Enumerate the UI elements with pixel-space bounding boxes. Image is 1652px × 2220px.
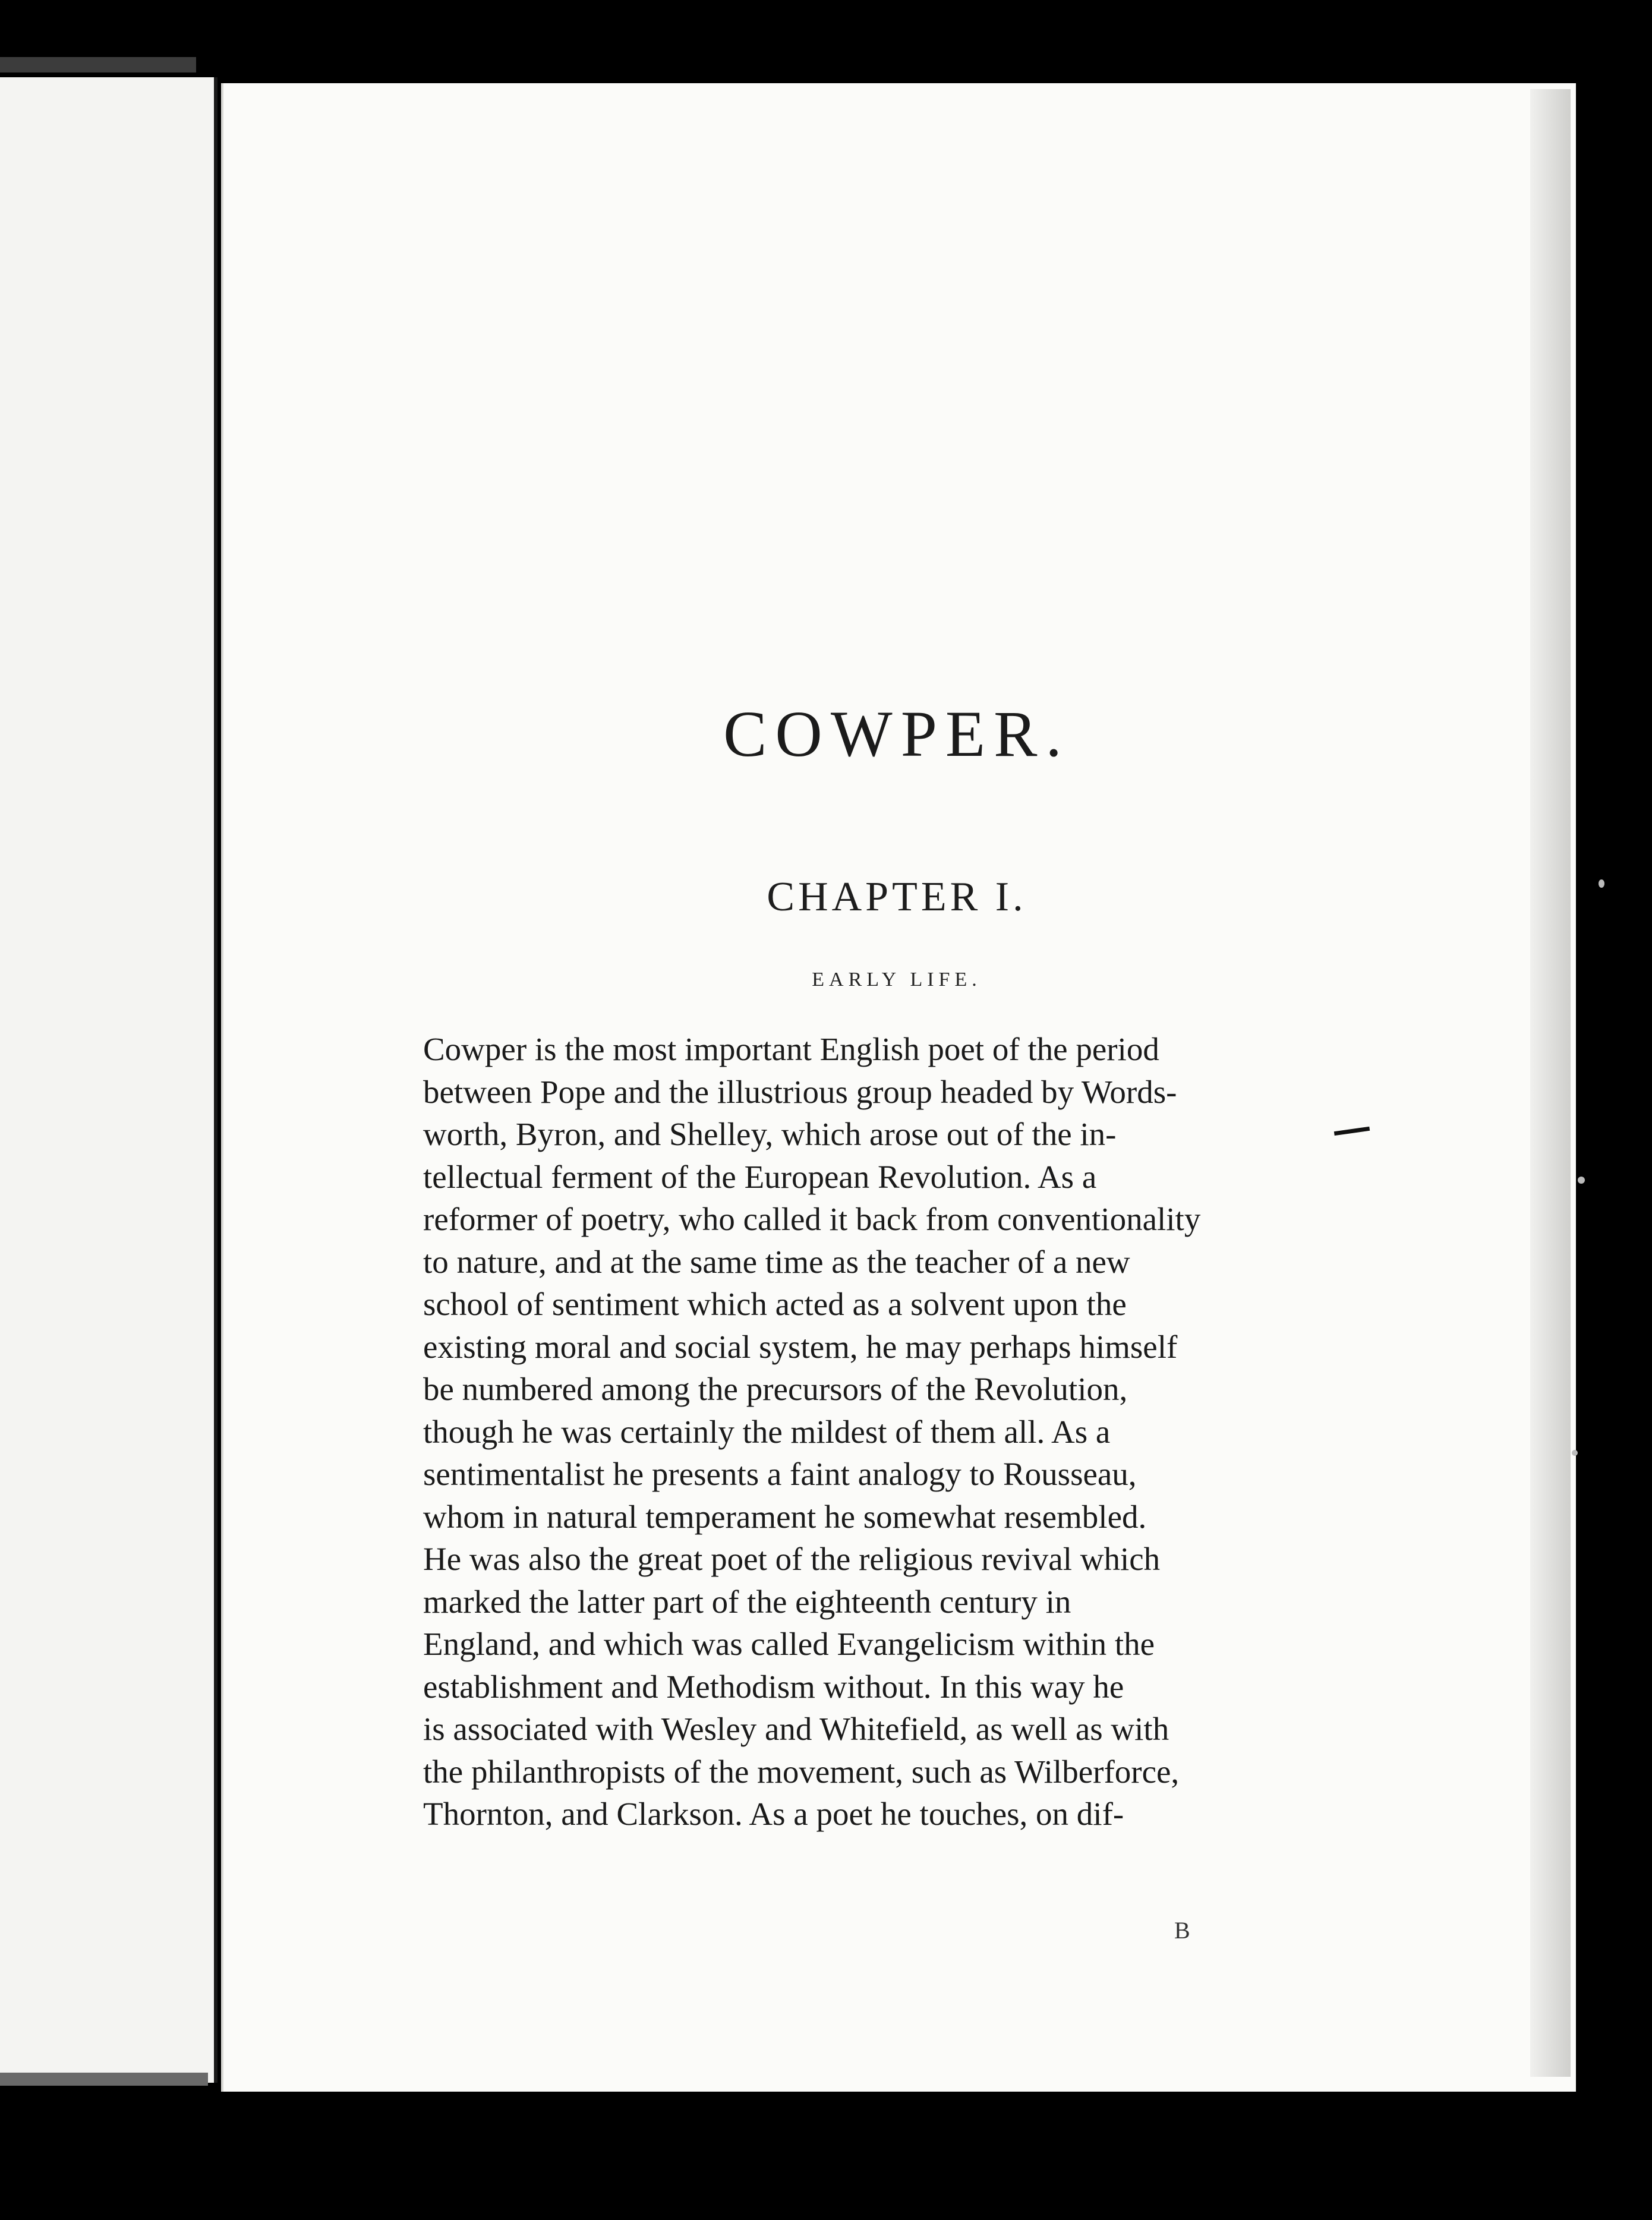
scan-speck: [1599, 879, 1604, 888]
body-line: Thornton, and Clarkson. As a poet he touches, on dif-: [423, 1796, 1124, 1832]
body-line: England, and which was called Evangelicism within the: [423, 1626, 1155, 1662]
scan-speck: [1578, 1177, 1585, 1184]
body-paragraph: [423, 1028, 1552, 1836]
chapter-title: CHAPTER I.: [767, 874, 1027, 920]
facing-page: [0, 77, 217, 2083]
body-line: tellectual ferment of the European Revolution. As a: [423, 1158, 1097, 1195]
body-line: to nature, and at the same time as the teacher of a new: [423, 1243, 1130, 1280]
body-line: marked the latter part of the eighteenth century in: [423, 1583, 1071, 1620]
body-line: though he was certainly the mildest of them all. As a: [423, 1413, 1111, 1450]
facing-page-edge-top: [0, 57, 196, 72]
body-line: the philanthropists of the movement, such as Wilberforce,: [423, 1753, 1180, 1790]
body-line: establishment and Methodism without. In this way he: [423, 1668, 1124, 1705]
body-line: sentimentalist he presents a faint analogy to Rousseau,: [423, 1456, 1137, 1492]
body-line: school of sentiment which acted as a solvent upon the: [423, 1286, 1127, 1322]
body-line: between Pope and the illustrious group headed by Words-: [423, 1073, 1177, 1110]
facing-page-edge-bottom: [0, 2073, 208, 2086]
body-line: existing moral and social system, he may perhaps himself: [423, 1328, 1178, 1365]
scan-speck: [1572, 1450, 1578, 1456]
signature-mark: B: [1174, 1917, 1190, 1944]
chapter-subtitle: EARLY LIFE.: [812, 969, 982, 991]
body-line: whom in natural temperament he somewhat resembled.: [423, 1498, 1147, 1535]
page-right-edge-shadow: [1530, 89, 1571, 2077]
body-line: reformer of poetry, who called it back from conventionality: [423, 1201, 1201, 1237]
body-line: He was also the great poet of the religious revival which: [423, 1541, 1161, 1577]
body-line: is associated with Wesley and Whitefield, as well as with: [423, 1711, 1169, 1747]
body-line: Cowper is the most important English poet of the period: [423, 1031, 1159, 1067]
book-page: [221, 83, 1576, 2092]
body-line: worth, Byron, and Shelley, which arose out of the in-: [423, 1116, 1117, 1152]
book-title: COWPER.: [723, 698, 1070, 770]
body-line: be numbered among the precursors of the Revolution,: [423, 1371, 1128, 1407]
